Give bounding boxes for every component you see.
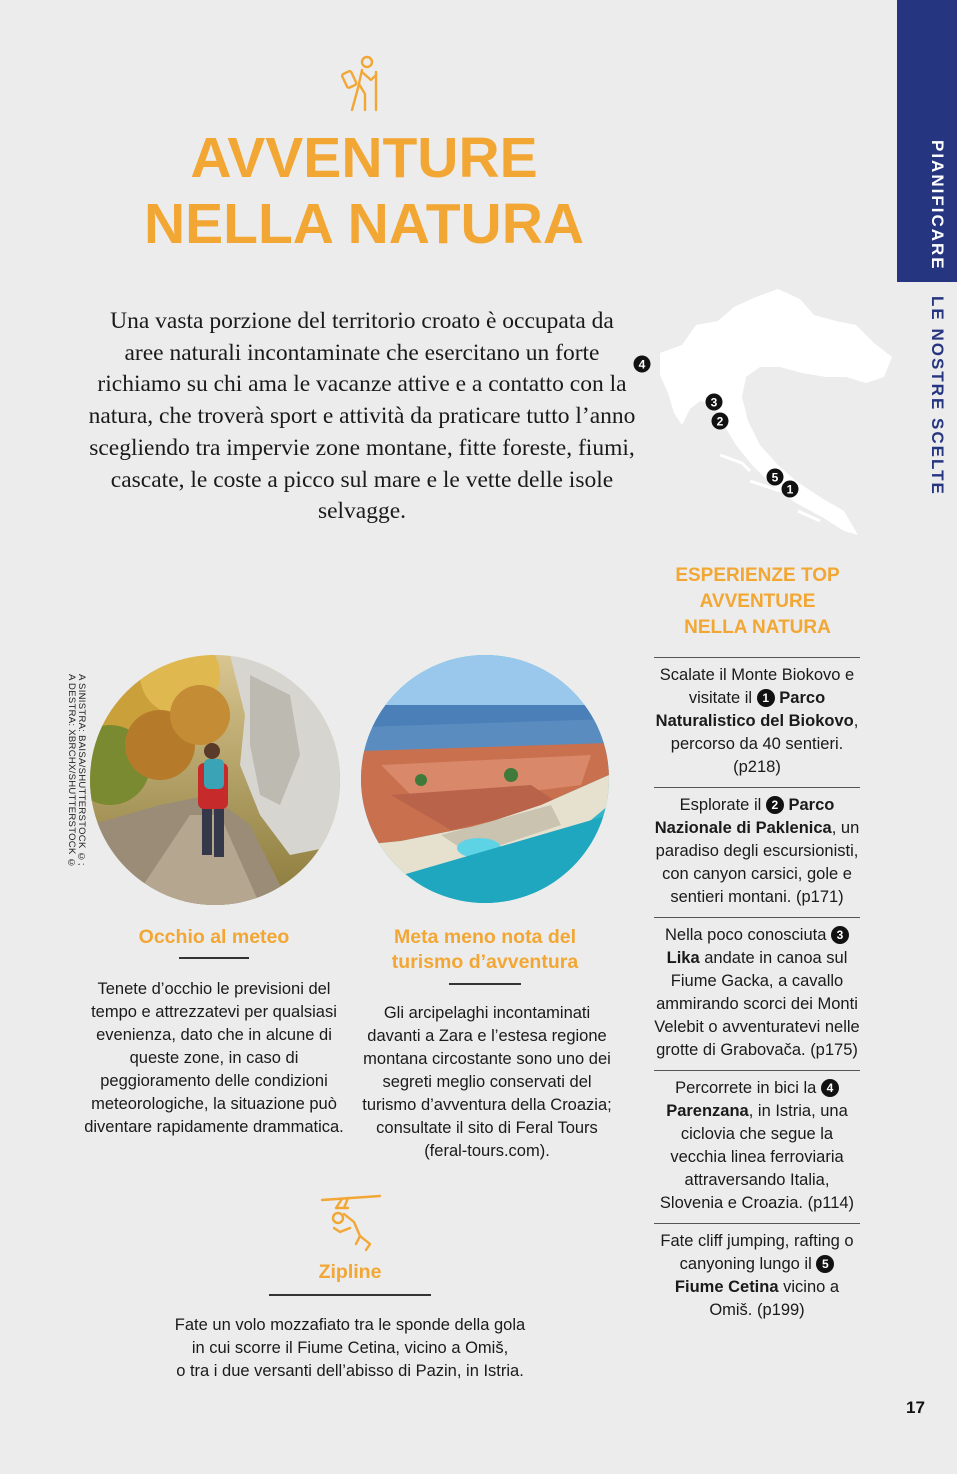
top-heading-line-1: ESPERIENZE TOP: [675, 565, 840, 586]
map-marker-1: [782, 481, 799, 498]
page-number: 17: [906, 1398, 925, 1417]
map-marker-4: [634, 356, 651, 373]
photo-forest-trail: [90, 655, 340, 905]
number-badge: 3: [831, 926, 849, 944]
top-experience-item: Nella poco conosciuta 3 Lika andate in canoa sul Fiume Gacka, a cavallo ammirando scorci dei Monti Velebit o avventuratevi nelle grotte di Grabovača. (p175): [654, 917, 860, 1070]
top-experience-item: Scalate il Monte Biokovo e visitate il 1 Parco Naturalistico del Biokovo, percorso da 40 sentieri. (p218): [654, 657, 860, 787]
section-tab-label: PIANIFICARE: [928, 140, 947, 271]
top-experience-item: Percorrete in bici la 4 Parenzana, in Istria, una ciclovia che segue la vecchia linea ferroviaria attraversando Italia, Slovenia e Croazia. (p114): [654, 1070, 860, 1223]
top-heading-line-2: AVVENTURE: [699, 591, 816, 612]
svg-text:3: 3: [710, 395, 718, 410]
meteo-divider: [179, 957, 249, 959]
zipline-body: Fate un volo mozzafiato tra le sponde della gola in cui scorre il Fiume Cetina, vicino a Omiš, o tra i due versanti dell’abisso di Pazin, in Istria.: [174, 1316, 526, 1380]
top-experience-item: Fate cliff jumping, rafting o canyoning lungo il 5 Fiume Cetina vicino a Omiš. (p199): [654, 1223, 860, 1330]
svg-text:1: 1: [786, 482, 794, 497]
title-line-2: NELLA NATURA: [143, 192, 585, 256]
meteo-body: Tenete d’occhio le previsioni del tempo e attrezzatevi per qualsiasi evenienza, dato che in alcune di queste zone, in caso di peggioramento delle condizioni meteorologiche, la situazione può diventare rapidamente drammatica.: [84, 980, 344, 1136]
zipline-icon: [320, 1192, 382, 1254]
number-badge: 5: [816, 1255, 834, 1273]
photo-credit: A SINISTRA: BAISA/SHUTTERSTOCK ©; A DESTRA: XBRCHX/SHUTTERSTOCK ©: [66, 674, 87, 869]
intro-paragraph: Una vasta porzione del territorio croato è occupata da aree naturali incontaminate che esercitano un forte richiamo su chi ama le vacanze attive e a contatto con la natura, che troverà sport e attività da praticare tutto l’anno scegliendo tra impervie zone montane, fitte foreste, fiumi, cascate, le coste a picco sul mare e le vette delle isole selvagge.: [88, 308, 636, 525]
croatia-shape: [660, 289, 892, 535]
top-heading-line-3: NELLA NATURA: [684, 617, 831, 638]
number-badge: 1: [757, 689, 775, 707]
hiker-icon: [340, 54, 384, 114]
top-experiences-heading: [650, 563, 865, 641]
top-experience-item: Esplorate il 2 Parco Nazionale di Paklenica, un paradiso degli escursionisti, con canyon carsici, gole e sentieri montani. (p171): [654, 787, 860, 917]
page-title: [100, 125, 628, 257]
number-badge: 2: [766, 796, 784, 814]
map-marker-3: [706, 394, 723, 411]
map-marker-2: [712, 413, 729, 430]
map-marker-5: [767, 469, 784, 486]
top-experiences-list: [654, 657, 860, 1330]
zipline-title: Zipline: [318, 1261, 382, 1283]
svg-text:4: 4: [638, 357, 646, 372]
number-badge: 4: [821, 1079, 839, 1097]
subsection-label: LE NOSTRE SCELTE: [928, 296, 947, 496]
croatia-map: [630, 285, 892, 543]
meta-title: Meta meno nota del turismo d’avventura: [391, 926, 579, 973]
photo-zadar-aerial: [361, 655, 609, 903]
zipline-divider: [269, 1294, 431, 1296]
title-line-1: AVVENTURE: [190, 126, 538, 190]
meta-body: Gli arcipelaghi incontaminati davanti a Zara e l’estesa regione montana circostante sono uno dei segreti meglio conservati del turismo d’avventura della Croazia; consultate il sito di Feral Tours (feral-tours.com).: [362, 1004, 612, 1160]
meta-divider: [449, 983, 521, 985]
meteo-title: Occhio al meteo: [138, 926, 290, 948]
svg-text:5: 5: [771, 470, 779, 485]
svg-text:2: 2: [716, 414, 724, 429]
